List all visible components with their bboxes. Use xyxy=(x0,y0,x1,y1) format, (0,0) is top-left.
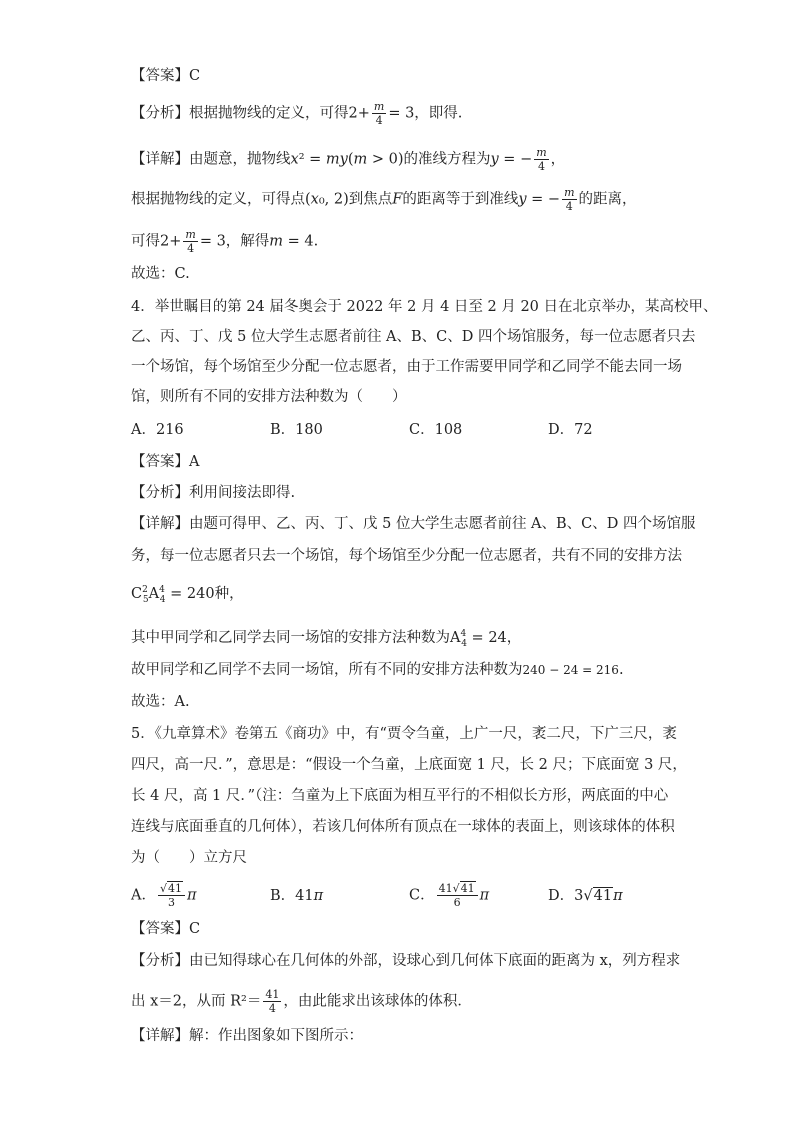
q5-option-d: D．3√41π xyxy=(548,887,623,904)
q3-analysis-text-a: 根据抛物线的定义，可得 xyxy=(189,105,349,122)
q4-conclusion: 故选：A. xyxy=(131,694,190,710)
q3-detail-line1: 【详解】由题意，抛物线x² = my(m > 0)的准线方程为y = − $\frac{m}{4}$ ， xyxy=(131,146,566,173)
fraction-m-over-4: $\frac{m}{4}$ xyxy=(185,228,196,255)
q5-detail: 解：作出图象如下图所示： xyxy=(189,1028,363,1044)
q5-stem-line1: 5．《九章算术》卷第五《商功》中，有“贾令刍童，上广一尺，袤二尺，下广三尺，袤 xyxy=(131,726,677,742)
q4-detail1: 由题可得甲、乙、丙、丁、戊 5 位大学生志愿者前往 A、B、C、D 四个场馆服 xyxy=(189,516,696,532)
fraction-m-over-4: $\frac{m}{4}$ xyxy=(373,100,385,127)
q3-detail1-b: 的准线方程为 xyxy=(403,151,491,168)
q3-detail2-c: 的距离等于到准线 xyxy=(402,191,519,208)
q3-conclusion: 故选：C. xyxy=(131,266,190,282)
q4-detail-line5 xyxy=(131,660,624,680)
q5-stem-line4: 连线与底面垂直的几何体），若该几何体所有顶点在一球体的表面上，则该球体的体积 xyxy=(131,819,675,835)
q4-detail5-a: 故甲同学和乙同学不去同一场馆，所有不同的安排方法种数为 xyxy=(131,662,523,678)
q4-detail-line3 xyxy=(131,580,244,610)
q4-detail5-b: 240 − 24 = 216 xyxy=(522,663,619,677)
q3-detail2-a: 根据抛物线的定义，可得点 xyxy=(131,191,305,208)
q4-detail-line1 xyxy=(131,514,696,534)
q4-detail5-c: . xyxy=(618,662,624,678)
q5-stem-line2: 四尺，高一尺．”，意思是：“假设一个刍童，上底面宽 1 尺，长 2 尺；下底面宽 3 尺， xyxy=(131,757,687,773)
analysis-label: 【分析】 xyxy=(131,485,189,501)
q3-analysis-text-b: ，即得. xyxy=(414,105,463,122)
q5-answer: C xyxy=(189,921,201,937)
q4-analysis-line xyxy=(131,483,295,503)
q5-analysis1: 由已知得球心在几何体的外部，设球心到几何体下底面的距离为 x，列方程求 xyxy=(189,953,681,969)
answer-label: 【答案】 xyxy=(131,454,189,470)
q5-analysis-line2 xyxy=(131,988,472,1015)
q5-analysis2-b: ，由此能求出该球体的体积． xyxy=(283,993,472,1010)
q4-option-b: B．180 xyxy=(270,422,323,438)
q4-option-d: D．72 xyxy=(548,422,593,438)
q4-analysis: 利用间接法即得. xyxy=(189,485,296,501)
q5-option-c: C． $\frac{41√41}{6}$ π xyxy=(409,882,490,909)
q4-stem-line4: 馆，则所有不同的安排方法种数为（ ） xyxy=(131,389,407,405)
q3-detail-line2: 根据抛物线的定义，可得点(x₀, 2)到焦点F的距离等于到准线y = − $\frac{m}{4}$ 的距离， xyxy=(131,186,637,213)
q4-detail-line4 xyxy=(131,624,521,654)
q3-answer-line xyxy=(131,66,200,86)
permutation-formula: $A^4_4 = 24$ xyxy=(450,629,507,649)
q5-detail-line xyxy=(131,1026,363,1046)
q4-options xyxy=(131,420,687,440)
q4-option-c: C．108 xyxy=(409,422,463,438)
q4-detail3-b: 种， xyxy=(214,585,244,602)
q5-analysis-line1 xyxy=(131,951,680,971)
q4-answer-line xyxy=(131,452,199,472)
q3-detail2-b: 到焦点 xyxy=(348,191,393,208)
analysis-label: 【分析】 xyxy=(131,105,189,122)
fraction-m-over-4: $\frac{m}{4}$ xyxy=(536,146,547,173)
detail-label: 【详解】 xyxy=(131,1028,189,1044)
combination-formula: $C^2_5A^4_4 = 240$ xyxy=(131,585,215,605)
analysis-label: 【分析】 xyxy=(131,953,189,969)
q4-answer: A xyxy=(189,454,200,470)
q5-stem-line5: 为（ ）立方尺 xyxy=(131,850,247,866)
q3-detail3-c: . xyxy=(313,233,319,250)
fraction-m-over-4: $\frac{m}{4}$ xyxy=(564,186,575,213)
q4-detail4-a: 其中甲同学和乙同学去同一场馆的安排方法种数为 xyxy=(131,629,450,646)
q4-stem-line2: 乙、丙、丁、戊 5 位大学生志愿者前往 A、B、C、D 四个场馆服务，每一位志愿者只去 xyxy=(131,329,696,345)
q3-detail1-c: ， xyxy=(550,151,566,168)
q5-options xyxy=(131,882,687,909)
q4-stem-line3: 一个场馆，每个场馆至少分配一位志愿者，由于工作需要甲同学和乙同学不能去同一场 xyxy=(131,359,682,375)
q4-detail-line2: 务，每一位志愿者只去一个场馆，每个场馆至少分配一位志愿者，共有不同的安排方法 xyxy=(131,548,682,564)
detail-label: 【详解】 xyxy=(131,516,189,532)
q5-option-a: A． $\frac{√41}{3}$ π xyxy=(131,882,197,909)
detail-label: 【详解】 xyxy=(131,151,189,168)
q5-answer-line xyxy=(131,919,200,939)
q3-detail3-b: ，解得 xyxy=(225,233,270,250)
q4-option-a: A．216 xyxy=(131,422,184,438)
q5-option-b: B．41π xyxy=(270,887,324,904)
q4-detail4-b: ， xyxy=(506,629,522,646)
q4-stem-line1: 4．举世瞩目的第 24 届冬奥会于 2022 年 2 月 4 日至 2 月 20 日在北京举办，某高校甲、 xyxy=(131,299,718,315)
q5-stem-line3: 长 4 尺，高 1 尺．”（注：刍童为上下底面为相互平行的不相似长方形，两底面的中心 xyxy=(131,788,669,804)
fraction-41-over-4: $\frac{41}{4}$ xyxy=(265,988,280,1015)
answer-label: 【答案】 xyxy=(131,921,189,937)
q3-analysis-line: 【分析】根据抛物线的定义，可得2+ $\frac{m}{4}$ = 3，即得. xyxy=(131,100,463,127)
q3-detail1-a: 由题意，抛物线 xyxy=(189,151,291,168)
q3-answer: C xyxy=(189,68,201,84)
q3-detail-line3: 可得2+ $\frac{m}{4}$ = 3，解得m = 4. xyxy=(131,228,319,255)
q5-analysis2-a: 出 x＝2，从而 R²＝ xyxy=(131,993,262,1010)
q3-detail3-a: 可得 xyxy=(131,233,160,250)
q3-detail2-d: 的距离， xyxy=(578,191,637,208)
answer-label: 【答案】 xyxy=(131,68,189,84)
